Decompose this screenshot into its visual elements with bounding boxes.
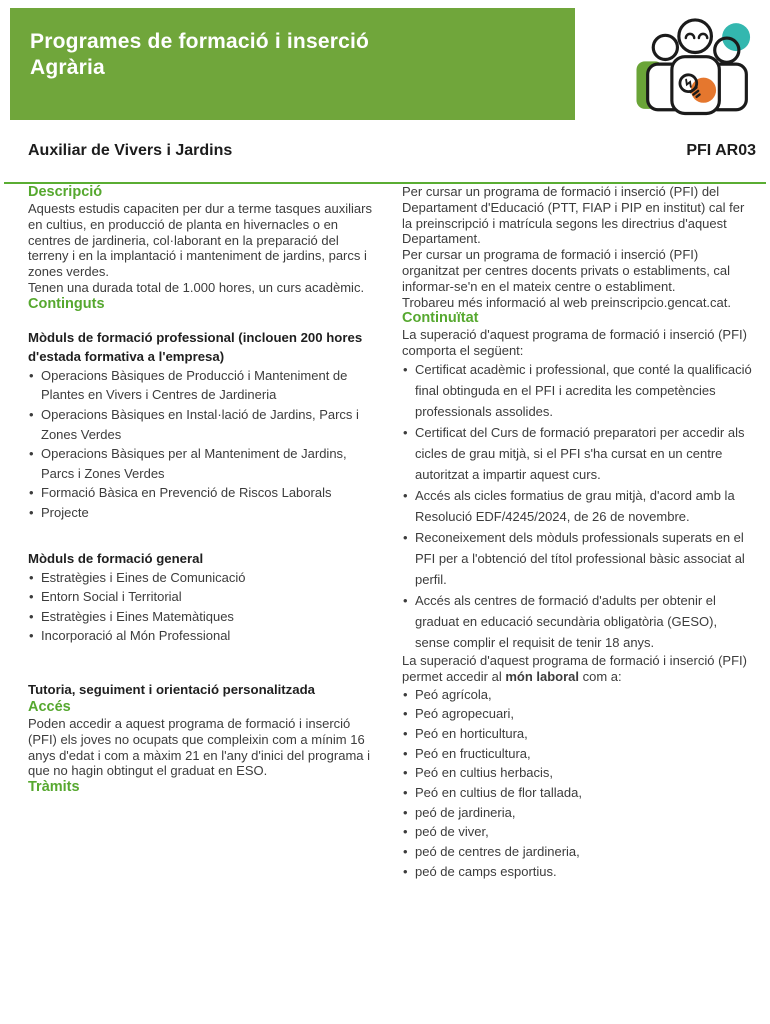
list-item: • Formació Bàsica en Prevenció de Riscos Laborals [28, 483, 380, 503]
list-item: • Incorporació al Món Professional [28, 626, 380, 646]
tramits-info-paragraph-2: Per cursar un programa de formació i inserció (PFI) organitzat per centres docents privats o establiments, cal informar-se'n en el mateix centre o establiment. [402, 247, 731, 294]
descripcio-paragraph-1: Aquests estudis capaciten per dur a terme tasques auxiliars en cultius, en producció de planta en hivernacles o en centres de jardineria, col·laborant en la preparació del terreny i en la implantació i manteniment de jardins, parcs i zones verdes. [28, 201, 372, 280]
continuitat-outcomes-list [402, 359, 754, 653]
acces-paragraph: Poden accedir a aquest programa de formació i inserció (PFI) els joves no ocupats que compleixin com a mínim 16 anys d'edat i com a màxim 21 en l'any d'inici del programa i que no hagin obtingut el graduat en ESO. [28, 715, 370, 779]
left-column [28, 184, 380, 882]
list-item: • Operacions Bàsiques per al Manteniment de Jardins, Parcs i Zones Verdes [28, 444, 380, 483]
tramits-info-paragraph-1: Per cursar un programa de formació i inserció (PFI) del Departament d'Educació (PTT, FIAP i PIP en institut) cal fer la preinscripció i matrícula segons les directrius d'aquest Departament. [402, 184, 745, 247]
list-item: • Peó agropecuari, [402, 704, 754, 724]
professional-modules-list [28, 366, 380, 523]
tutoria-subheading: Tutoria, seguiment i orientació personalitzada [28, 681, 316, 697]
subheader [0, 122, 770, 160]
list-item: • Projecte [28, 503, 380, 523]
mon-laboral-intro [402, 653, 754, 685]
header-banner [10, 8, 575, 120]
descripcio-heading: Descripció [28, 184, 103, 200]
banner-area: Agrària [30, 56, 105, 79]
list-item: • Accés als cicles formatius de grau mitjà, d'acord amb la Resolució EDF/4245/2024, de 26 de novembre. [402, 485, 754, 527]
list-item: • peó de viver, [402, 822, 754, 842]
mon-laboral-intro-bold: món laboral [505, 668, 580, 684]
list-item: • Estratègies i Eines de Comunicació [28, 568, 380, 588]
descripcio-paragraph-2: Tenen una durada total de 1.000 hores, un curs acadèmic. [28, 279, 365, 295]
list-item: • peó de jardineria, [402, 803, 754, 823]
list-item: • Peó en cultius herbacis, [402, 763, 754, 783]
list-item: • Certificat del Curs de formació preparatori per accedir als cicles de grau mitjà, si el PFI s'ha cursat en un centre autoritzat a impartir aquest curs. [402, 422, 754, 485]
list-item: • Estratègies i Eines Matemàtiques [28, 607, 380, 627]
banner-title: Programes de formació i inserció [30, 30, 370, 53]
list-item: • peó de camps esportius. [402, 862, 754, 882]
continuitat-intro: La superació d'aquest programa de formació i inserció (PFI) comporta el següent: [402, 327, 747, 359]
list-item: • Peó agrícola, [402, 685, 754, 705]
acces-heading: Accés [28, 698, 71, 715]
list-item: • Operacions Bàsiques en Instal·lació de Jardins, Parcs i Zones Verdes [28, 405, 380, 444]
mon-laboral-intro-suffix: com a: [579, 668, 622, 684]
general-modules-heading: Mòduls de formació general [28, 550, 204, 566]
list-item: • Reconeixement dels mòduls professionals superats en el PFI per a l'obtenció del títol professional bàsic associat al perfil. [402, 527, 754, 590]
profile-title: Auxiliar de Vivers i Jardins [28, 142, 233, 159]
list-item: • peó de centres de jardineria, [402, 842, 754, 862]
tramits-info-paragraph-3: Trobareu més informació al web preinscripcio.gencat.cat. [402, 294, 731, 310]
list-item: • Accés als centres de formació d'adults per obtenir el graduat en educació secundària obligatòria (GESO), sense complir el requisit de tenir 18 anys. [402, 590, 754, 653]
page-header [0, 0, 770, 122]
tramits-heading: Tràmits [28, 779, 80, 796]
list-item: • Operacions Bàsiques de Producció i Manteniment de Plantes en Vivers i Centres de Jardineria [28, 366, 380, 405]
people-lightbulb-icon [628, 12, 766, 120]
right-column [402, 184, 754, 882]
professional-modules-heading: Mòduls de formació professional (inclouen 200 hores d'estada formativa a l'empresa) [28, 329, 363, 364]
profile-code: PFI AR03 [686, 142, 756, 159]
content-columns [0, 184, 770, 882]
list-item: • Peó en fructicultura, [402, 744, 754, 764]
list-item: • Peó en horticultura, [402, 724, 754, 744]
list-item: • Entorn Social i Territorial [28, 587, 380, 607]
continguts-heading: Continguts [28, 295, 105, 312]
general-modules-list [28, 568, 380, 646]
list-item: • Certificat acadèmic i professional, que conté la qualificació final obtinguda en el PFI i acredita les competències professionals assolides. [402, 359, 754, 422]
list-item: • Peó en cultius de flor tallada, [402, 783, 754, 803]
mon-laboral-intro-prefix: La superació d'aquest programa de formació i inserció (PFI) permet accedir al [402, 652, 747, 684]
continuitat-heading: Continuïtat [402, 310, 479, 327]
occupations-list [402, 685, 754, 882]
